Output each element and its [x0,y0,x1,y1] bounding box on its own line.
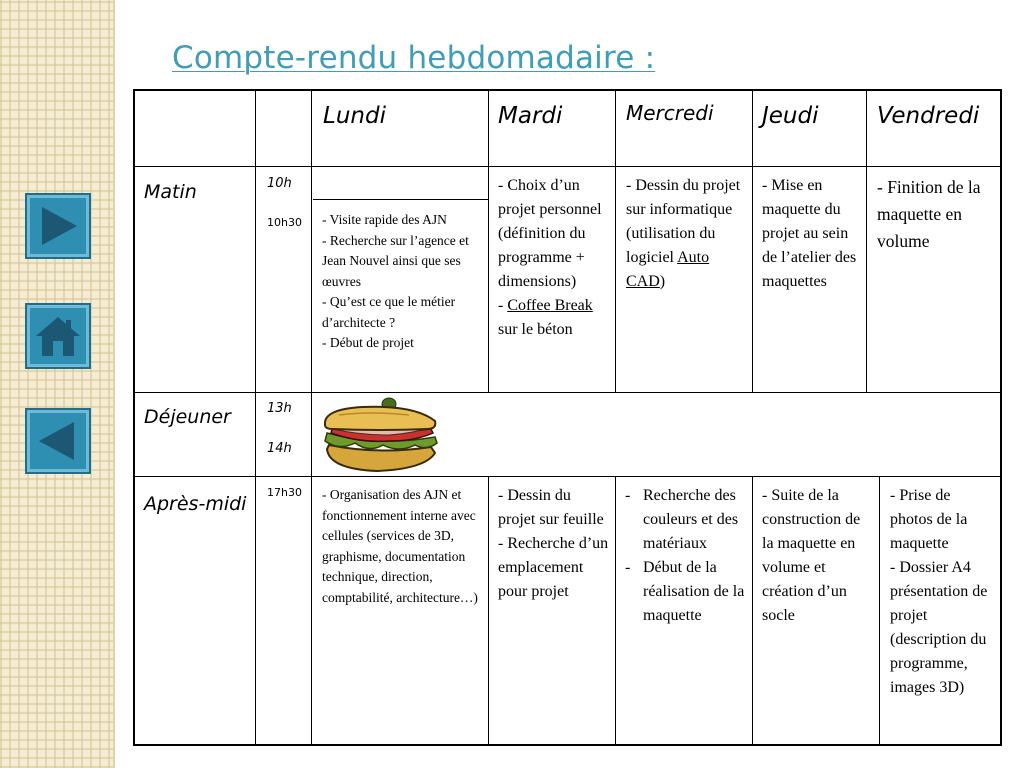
day-header-mardi: Mardi [498,103,563,129]
row-label-apres-midi: Après-midi [144,493,247,515]
apres-midi-jeudi-cell: - Suite de la construction de la maquette en volume et création d’un socle [762,487,861,624]
previous-slide-button[interactable] [25,408,91,474]
play-left-icon [33,416,83,466]
apres-midi-lundi-cell: - Organisation des AJN et fonctionnement interne avec cellules (services de 3D, graphisme, documentation technique, direction, comptabilité, architecture…) [322,487,478,605]
matin-mardi-cell: - Choix d’un projet personnel (définition du programme + dimensions) - Coffee Break sur le béton [498,177,602,338]
matin-lundi-item: - Visite rapide des AJN [322,212,447,227]
matin-vendredi-cell: - Finition de la maquette en volume [877,177,981,251]
apres-midi-mardi-item: - Dessin du projet sur feuille [498,487,604,528]
time-14h: 14h [267,441,292,456]
day-header-jeudi: Jeudi [762,103,819,129]
day-header-mercredi: Mercredi [626,101,714,125]
apres-midi-mercredi-item: - Recherche des couleurs et des matériaux [623,484,749,556]
matin-lundi-item: - Début de projet [322,335,414,350]
apres-midi-vendredi-item: - Dossier A4 présentation de projet (description du programme, images 3D) [890,559,988,696]
page-title: Compte-rendu hebdomadaire : [172,40,656,76]
apres-midi-vendredi-cell [890,484,996,700]
side-decor-strip [0,0,115,768]
matin-jeudi-cell: - Mise en maquette du projet au sein de l’atelier des maquettes [762,177,857,290]
apres-midi-mercredi-cell [623,484,749,628]
matin-mercredi-cell: - Dessin du projet sur informatique (utilisation du logiciel Auto CAD) [626,177,741,290]
apres-midi-vendredi-item: - Prise de photos de la maquette [890,487,968,552]
weekly-schedule-table [133,89,1002,746]
home-button[interactable] [25,303,91,369]
time-17h30: 17h30 [267,486,302,499]
next-slide-button[interactable] [25,193,91,259]
time-10h: 10h [267,176,292,191]
matin-lundi-cell [322,210,484,354]
row-label-matin: Matin [144,181,197,203]
autocad-link[interactable]: Auto CAD [626,249,710,290]
day-header-lundi: Lundi [323,103,386,129]
apres-midi-mardi-item: - Recherche d’un emplacement pour projet [498,535,609,600]
apres-midi-mercredi-item: - Début de la réalisation de la maquette [623,556,749,628]
row-label-dejeuner: Déjeuner [144,406,231,428]
time-10h30: 10h30 [267,216,302,229]
coffee-break-link[interactable]: Coffee Break [507,297,593,314]
time-13h: 13h [267,401,292,416]
play-right-icon [33,201,83,251]
matin-lundi-item: - Recherche sur l’agence et Jean Nouvel ainsi que ses œuvres [322,232,469,289]
apres-midi-mardi-cell [498,484,612,604]
sandwich-icon [319,395,441,475]
matin-lundi-item: - Qu’est ce que le métier d’architecte ? [322,294,456,330]
day-header-vendredi: Vendredi [877,103,980,129]
home-icon [33,311,83,361]
